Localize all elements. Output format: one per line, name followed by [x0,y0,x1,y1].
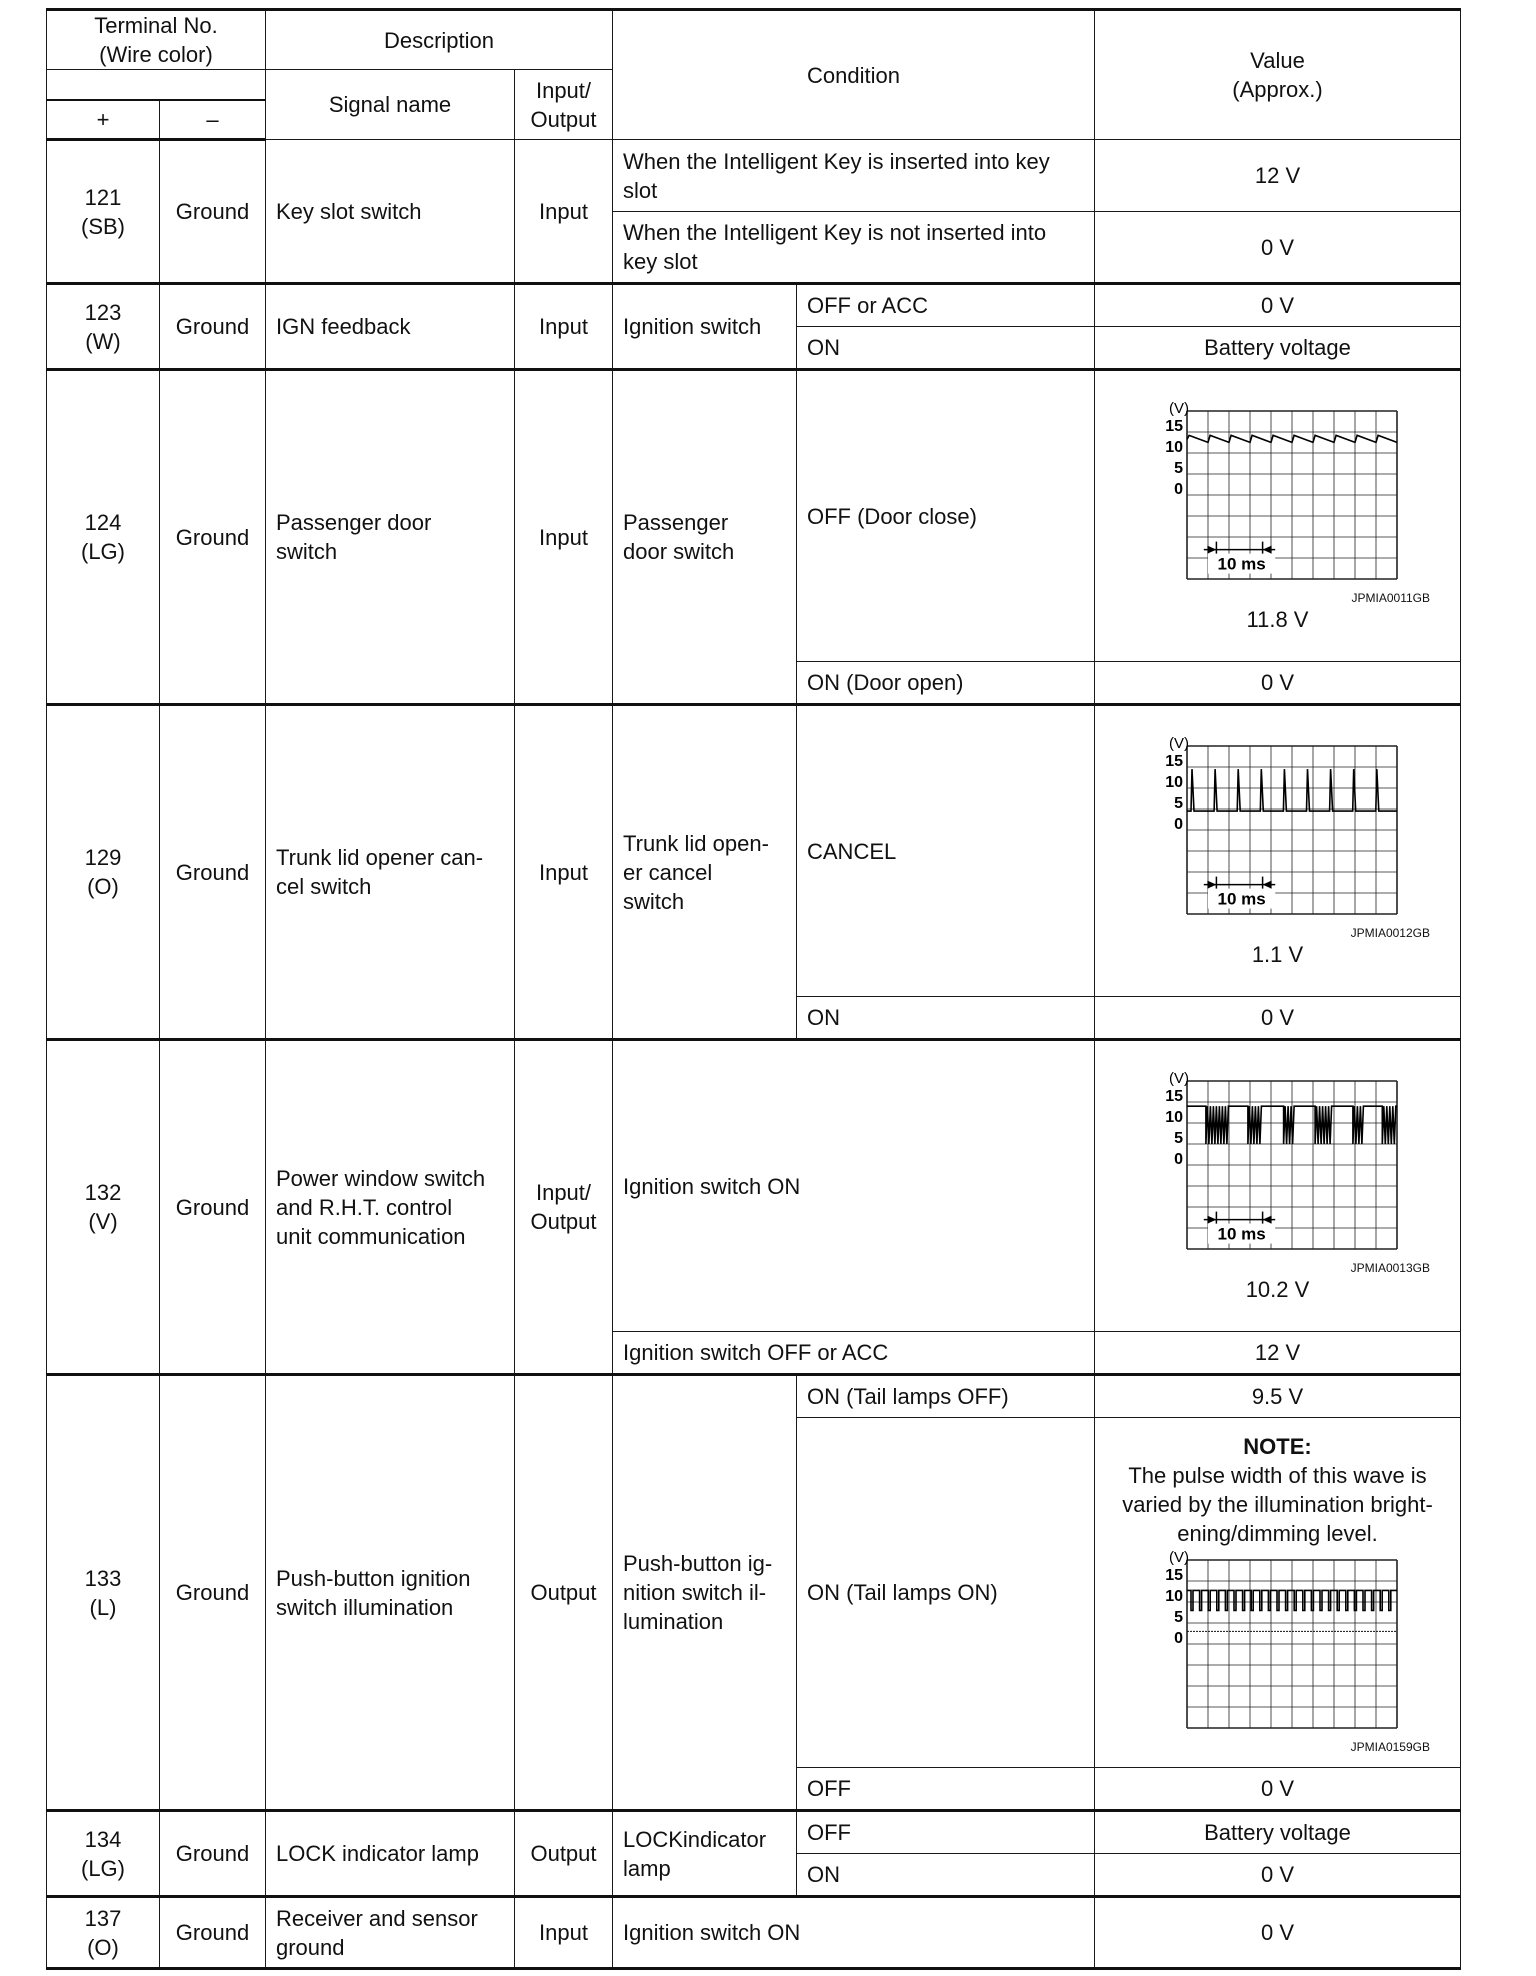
header-plus: + [47,100,160,140]
sub-condition-cell: CANCEL [797,705,1095,997]
terminal-table [46,8,1461,1970]
value-text: 11.8 V [1246,606,1309,632]
header-signal-name: Signal name [266,70,515,140]
value-cell: Battery voltage [1095,1811,1461,1854]
io-cell: Input/ Output [515,1040,613,1375]
io-cell: Output [515,1375,613,1811]
terminal-cell: 124 (LG) [47,370,160,705]
header-description: Description [266,10,613,70]
svg-text:0: 0 [1173,1629,1183,1647]
value-cell: 0 V [1095,997,1461,1040]
ground-cell: Ground [160,1375,266,1811]
svg-text:0: 0 [1173,1150,1183,1168]
condition-main-cell: Push-button ig- nition switch il- lumination [613,1375,797,1811]
sub-condition-cell: ON [797,327,1095,370]
figure-id: JPMIA0013GB [1350,1260,1430,1275]
svg-text:(V): (V) [1168,399,1189,417]
sub-condition-cell: ON (Tail lamps OFF) [797,1375,1095,1418]
ground-cell: Ground [160,1897,266,1969]
sub-condition-cell: ON (Door open) [797,662,1095,705]
scope-graph [1153,1069,1403,1259]
ground-cell: Ground [160,284,266,370]
header-terminal-spacer [47,70,266,100]
sub-condition-cell: OFF or ACC [797,284,1095,327]
terminal-cell: 121 (SB) [47,140,160,284]
svg-text:0: 0 [1173,815,1183,833]
ground-cell: Ground [160,1040,266,1375]
condition-cell: Ignition switch OFF or ACC [613,1332,1095,1375]
value-cell: 0 V [1095,1768,1461,1811]
svg-text:(V): (V) [1168,734,1189,752]
svg-text:5: 5 [1173,1129,1183,1147]
header-condition: Condition [613,10,1095,140]
terminal-cell: 133 (L) [47,1375,160,1811]
condition-main-cell: LOCKindicator lamp [613,1811,797,1897]
value-waveform-cell [1095,370,1461,662]
condition-cell: Ignition switch ON [613,1040,1095,1332]
ground-cell: Ground [160,705,266,1040]
condition-cell: When the Intelligent Key is not inserted into key slot [613,212,1095,284]
terminal-cell: 129 (O) [47,705,160,1040]
svg-text:5: 5 [1173,794,1183,812]
sub-condition-cell: ON [797,1854,1095,1897]
oscilloscope-waveform-icon [1105,1069,1450,1259]
svg-text:10: 10 [1164,1108,1183,1126]
header-io: Input/ Output [515,70,613,140]
signal-name-cell: Passenger door switch [266,370,515,705]
note-title: NOTE: [1243,1433,1312,1459]
svg-text:5: 5 [1173,1608,1183,1626]
value-waveform-cell [1095,1418,1461,1768]
ground-cell: Ground [160,370,266,705]
svg-text:10 ms: 10 ms [1216,889,1266,909]
value-cell: 9.5 V [1095,1375,1461,1418]
condition-main-cell: Ignition switch [613,284,797,370]
signal-name-cell: Receiver and sensor ground [266,1897,515,1969]
svg-text:(V): (V) [1168,1548,1189,1566]
io-cell: Input [515,705,613,1040]
svg-text:15: 15 [1164,417,1183,435]
signal-name-cell: Key slot switch [266,140,515,284]
signal-name-cell: Trunk lid opener can- cel switch [266,705,515,1040]
value-cell: 0 V [1095,1897,1461,1969]
condition-cell: When the Intelligent Key is inserted into key slot [613,140,1095,212]
svg-text:(V): (V) [1168,1069,1189,1087]
svg-text:10: 10 [1164,1587,1183,1605]
scope-graph [1153,399,1403,589]
svg-text:10: 10 [1164,438,1183,456]
signal-name-cell: Push-button ignition switch illumination [266,1375,515,1811]
io-cell: Input [515,284,613,370]
header-value: Value (Approx.) [1095,10,1461,140]
condition-main-cell: Trunk lid open- er cancel switch [613,705,797,1040]
condition-main-cell: Passenger door switch [613,370,797,705]
oscilloscope-waveform-icon [1105,734,1450,924]
oscilloscope-waveform-icon [1105,399,1450,589]
condition-cell: Ignition switch ON [613,1897,1095,1969]
sub-condition-cell: ON [797,997,1095,1040]
value-cell: 0 V [1095,212,1461,284]
io-cell: Input [515,1897,613,1969]
svg-text:0: 0 [1173,480,1183,498]
scope-graph [1153,734,1403,924]
io-cell: Output [515,1811,613,1897]
value-waveform-cell [1095,1040,1461,1332]
svg-text:15: 15 [1164,1566,1183,1584]
terminal-cell: 137 (O) [47,1897,160,1969]
svg-text:10 ms: 10 ms [1216,554,1266,574]
figure-id: JPMIA0011GB [1351,590,1430,605]
ground-cell: Ground [160,140,266,284]
signal-name-cell: Power window switch and R.H.T. control unit communication [266,1040,515,1375]
io-cell: Input [515,140,613,284]
terminal-cell: 132 (V) [47,1040,160,1375]
io-cell: Input [515,370,613,705]
value-text: 10.2 V [1245,1276,1310,1302]
sub-condition-cell: OFF [797,1768,1095,1811]
svg-text:15: 15 [1164,1087,1183,1105]
terminal-cell: 123 (W) [47,284,160,370]
terminal-cell: 134 (LG) [47,1811,160,1897]
svg-text:15: 15 [1164,752,1183,770]
svg-text:5: 5 [1173,459,1183,477]
sub-condition-cell: OFF [797,1811,1095,1854]
svg-text:10 ms: 10 ms [1216,1224,1266,1244]
value-cell: 0 V [1095,1854,1461,1897]
figure-id: JPMIA0159GB [1350,1739,1430,1754]
oscilloscope-waveform-icon [1105,1548,1450,1738]
header-minus: – [160,100,266,140]
signal-name-cell: IGN feedback [266,284,515,370]
signal-name-cell: LOCK indicator lamp [266,1811,515,1897]
sub-condition-cell: ON (Tail lamps ON) [797,1418,1095,1768]
header-terminal: Terminal No. (Wire color) [47,10,266,70]
value-cell: 12 V [1095,1332,1461,1375]
value-text: 1.1 V [1251,941,1304,967]
ground-cell: Ground [160,1811,266,1897]
scope-graph [1153,1548,1403,1738]
value-cell: 12 V [1095,140,1461,212]
note-body: The pulse width of this wave is varied by the illumination bright- ening/dimming level. [1122,1462,1433,1546]
sub-condition-cell: OFF (Door close) [797,370,1095,662]
value-cell: 0 V [1095,662,1461,705]
value-waveform-cell [1095,705,1461,997]
value-cell: Battery voltage [1095,327,1461,370]
figure-id: JPMIA0012GB [1350,925,1430,940]
value-cell: 0 V [1095,284,1461,327]
svg-text:10: 10 [1164,773,1183,791]
